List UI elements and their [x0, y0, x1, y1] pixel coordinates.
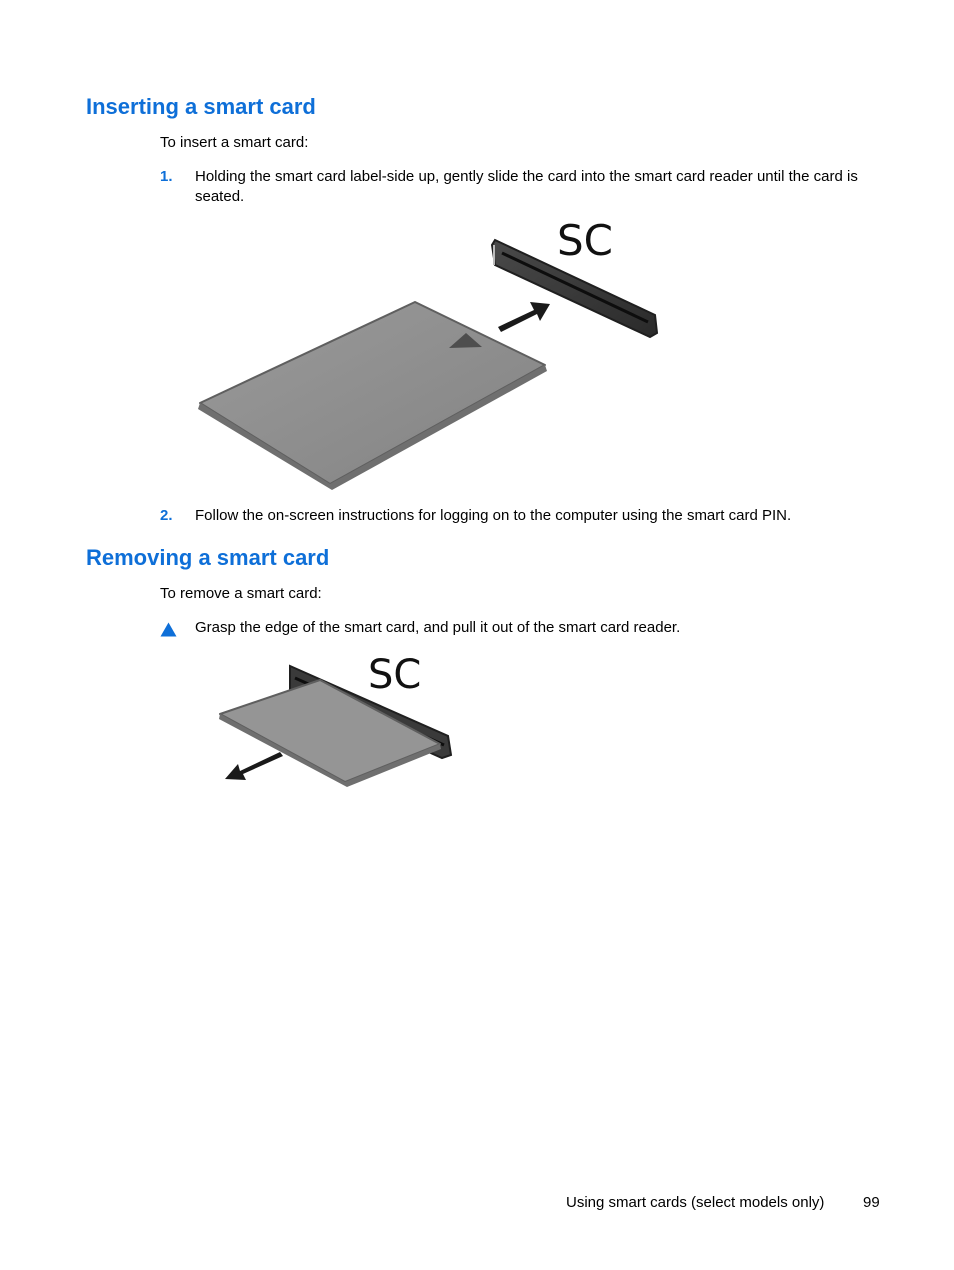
- step-1-text: Holding the smart card label-side up, gently slide the card into the smart card reader until the card is seated.: [195, 168, 858, 205]
- step-1-number: [160, 167, 173, 187]
- caution-text: Grasp the edge of the smart card, and pull it out of the smart card reader.: [195, 619, 681, 636]
- sc-label: SC: [368, 652, 422, 698]
- sc-label: SC: [557, 216, 613, 265]
- remove-arrow-icon: [225, 752, 283, 780]
- step-2-text: Follow the on-screen instructions for logging on to the computer using the smart card PIN.: [195, 507, 792, 524]
- section-intro-removing: To remove a smart card:: [160, 585, 322, 602]
- remove-smart-card-figure: [210, 648, 470, 793]
- smart-card-icon: [198, 302, 547, 490]
- footer-page-number: 99: [863, 1194, 880, 1211]
- step-number: 2.: [160, 507, 173, 524]
- section-title-removing: Removing a smart card: [86, 545, 330, 570]
- insert-smart-card-figure: [190, 215, 670, 490]
- section-intro-inserting: To insert a smart card:: [160, 134, 309, 151]
- step-2-number: [160, 506, 173, 526]
- footer-chapter: Using smart cards (select models only): [566, 1194, 825, 1211]
- section-title-inserting: Inserting a smart card: [86, 94, 316, 119]
- warning-triangle-icon: [160, 622, 177, 637]
- insert-arrow-icon: [498, 302, 550, 332]
- step-number: 1.: [160, 168, 173, 185]
